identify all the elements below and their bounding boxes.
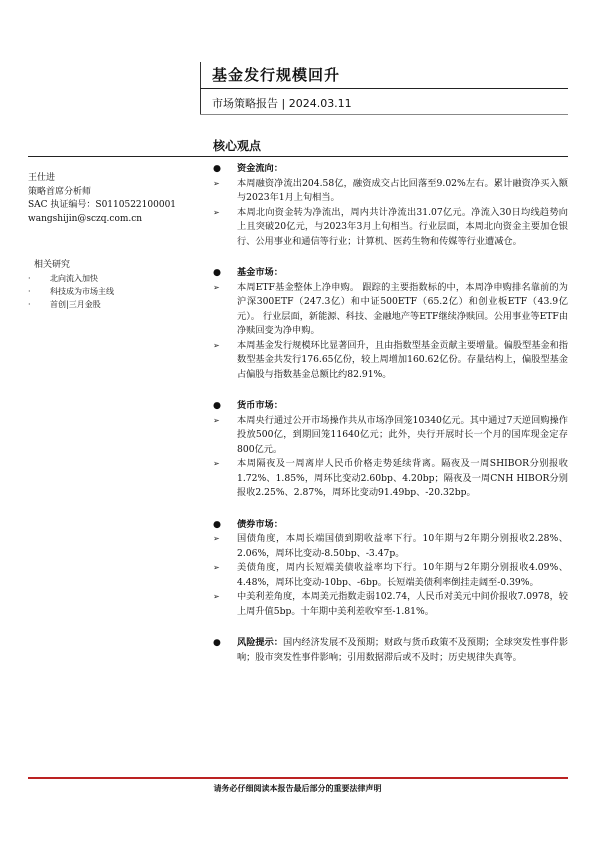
arrow-bullet-icon: ➢ xyxy=(213,207,220,217)
block-title: 基金市场： xyxy=(237,267,283,278)
bullet-icon: ● xyxy=(213,518,222,530)
block-item: 本周隔夜及一周离岸人民币价格走势延续背离。隔夜及一周SHIBOR分别报收1.72%、1.85%，周环比变动2.60bp、4.20bp；隔夜及一周CNH HIBOR分别报收2.25%、2.87%，周环比变动91.49bp、-20.32bp。 xyxy=(237,458,568,498)
block-title: 债券市场： xyxy=(237,518,283,530)
analyst-license: SAC 执证编号：S0110522100001 xyxy=(28,200,177,210)
analyst-role: 策略首席分析师 xyxy=(28,186,92,197)
subtitle-underline xyxy=(200,114,568,115)
title-underline xyxy=(200,88,568,89)
block-item: 中美利差角度，本周美元指数走弱102.74，人民币对美元中间价报收7.0978，较上周升值5bp。十年期中美利差收窄至-1.81%。 xyxy=(237,591,568,617)
footer-disclaimer: 请务必仔细阅读本报告最后部分的重要法律声明 xyxy=(213,783,382,793)
block-item: 国债角度，本周长端国债到期收益率下行。10年期与2年期分别报收2.28%、2.06%，周环比变动-8.50bp、-3.47p。 xyxy=(237,533,568,559)
risk-text: 国内经济发展不及预期；财政与货币政策不及预期；全球突发性事件影响；股市突发性事件影响；引用数据滞后或不及时；历史规律失真等。 xyxy=(237,637,569,663)
bullet-icon: ● xyxy=(213,400,222,411)
bullet-icon: ● xyxy=(213,638,221,648)
block-title: 资金流向： xyxy=(237,163,283,174)
related-research-heading: 相关研究 xyxy=(34,260,71,270)
block-item: 美债角度，周内长短端美债收益率均下行。10年期与2年期分别报收4.09%、4.48%，周环比变动-10bp、-6bp。长短端美债利率倒挂走阔至-0.39%。 xyxy=(237,562,568,588)
related-item[interactable]: · 科技成为市场主线 xyxy=(28,287,114,296)
related-item[interactable]: · 北向流入加快 xyxy=(28,274,98,283)
analyst-email[interactable]: wangshijin@sczq.com.cn xyxy=(28,213,143,224)
related-research-list xyxy=(28,272,114,311)
risk-label: 风险提示： xyxy=(237,637,283,648)
arrow-bullet-icon: ➢ xyxy=(213,178,220,188)
key-points xyxy=(213,162,568,682)
block-title: 货币市场： xyxy=(237,400,283,411)
bullet-icon: ● xyxy=(213,163,222,174)
block-bond-market xyxy=(213,518,568,620)
report-subtitle: 市场策略报告 | 2024.03.11 xyxy=(212,97,352,110)
arrow-bullet-icon: ➢ xyxy=(213,592,220,601)
arrow-bullet-icon: ➢ xyxy=(213,340,220,350)
arrow-bullet-icon: ➢ xyxy=(213,415,220,425)
bullet-icon: ● xyxy=(213,267,222,278)
block-capital-flow xyxy=(213,162,568,249)
block-item: 本周ETF基金整体上净申购。 跟踪的主要指数标的中，本周净申购排名靠前的为沪深300ETF（247.3亿）和中证500ETF（65.2亿）和创业板ETF（43.9亿元）。 行业层面，新能源、科技、金融地产等ETF继续净赎回。公用事业等ETF由净赎回变为净申购。 xyxy=(237,281,568,336)
block-item: 本周央行通过公开市场操作共从市场净回笼10340亿元。其中通过7天逆回购操作投放500亿，到期回笼11640亿元；此外，央行开展时长一个月的国库现金定存800亿元。 xyxy=(237,414,568,455)
related-item[interactable]: · 首创|三月金股 xyxy=(28,300,101,309)
section-title: 核心观点 xyxy=(213,139,262,153)
arrow-bullet-icon: ➢ xyxy=(213,282,220,292)
analyst-name: 王仕进 xyxy=(28,173,56,183)
risk-warning xyxy=(213,636,568,665)
block-item: 本周基金发行规模环比显著回升，且由指数型基金贡献主要增量。偏股型基金和指数型基金共发行176.65亿份，较上周增加160.62亿份。存量结构上，偏股型基金占偏股与指数基金总额比约82.91%。 xyxy=(237,339,568,380)
arrow-bullet-icon: ➢ xyxy=(213,563,220,572)
footer-rule xyxy=(28,777,568,779)
block-item: 本周北向资金转为净流出，周内共计净流出31.07亿元。净流入30日均线趋势向上且突破20亿元，与2023年3月上旬相当。行业层面，本周北向资金主要加仓银行、公用事业和通信等行业；计算机、医药生物和传媒等行业遭减仓。 xyxy=(237,206,568,247)
arrow-bullet-icon: ➢ xyxy=(213,459,220,468)
analyst-info xyxy=(28,172,176,226)
block-item: 本周融资净流出204.58亿，融资成交占比回落至9.02%左右。累计融资净买入额与2023年1月上旬相当。 xyxy=(237,177,568,203)
section-rule xyxy=(28,156,568,157)
arrow-bullet-icon: ➢ xyxy=(213,534,220,543)
report-title: 基金发行规模回升 xyxy=(212,66,341,84)
block-money-market xyxy=(213,399,568,501)
block-fund-market xyxy=(213,266,568,382)
